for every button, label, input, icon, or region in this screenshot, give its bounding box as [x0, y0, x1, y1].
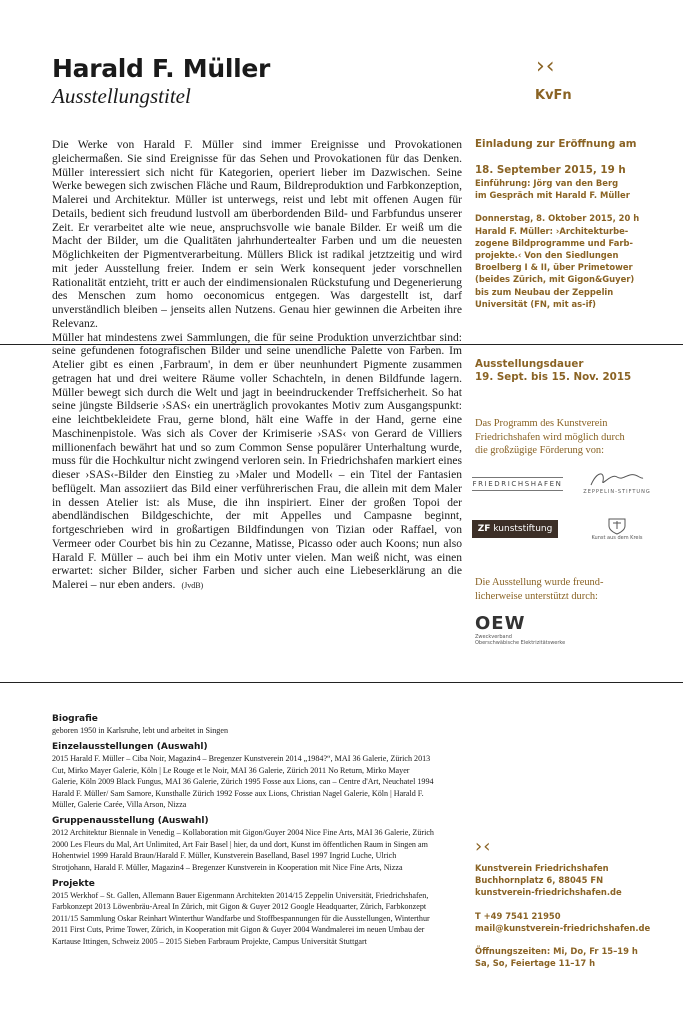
projects-heading: Projekte: [52, 879, 95, 890]
event-line: zogene Bildprogramme und Farb-: [475, 237, 634, 248]
kvfn-logo-text: KvFn: [535, 88, 572, 103]
funding-line: Das Programm des Kunstverein: [475, 418, 608, 429]
exhibition-title: Ausstellungstitel: [52, 84, 191, 108]
event-line: Harald F. Müller: ›Architekturbe-: [475, 225, 629, 236]
divider-upper: [0, 344, 683, 345]
support-line: Die Ausstellung wurde freund-: [475, 577, 604, 588]
projects-text: 2015 Werkhof – St. Gallen, Allemann Bauer Eigenmann Architekten 2014/15 Zeppelin Universität, Friedrichshafen, Farbkonzept 2013 Löwenbräu-Areal In Zürich, mit Gigon & Guyer 2012 Google Headquarter, Zürich, Farbkonzept 2011/15 Sammlung Oskar Reinhart Winterthur Wandfarbe und Stoffbespannungen für die Ausstellungen, Winterthur 2011 First Cuts, Prime Tower, Zürich, in Kooperation mit Gigon & Guyer 2004 Wandmalerei im neuen Umbau der Kartause Ittingen, Schweiz 2005 – 2015 Sieben Farbraum Projekte, Campus Universität Stuttgart: [52, 891, 430, 946]
event-line: projekte.‹ Von den Siedlungen: [475, 250, 619, 261]
contact-phone[interactable]: T +49 7541 21950: [475, 910, 561, 921]
duration-value: 19. Sept. bis 15. Nov. 2015: [475, 371, 632, 383]
opening-date: 18. September 2015, 19 h: [475, 164, 626, 176]
zf-kunststiftung-logo: ZF kunststiftung: [475, 518, 555, 540]
contact-web[interactable]: kunstverein-friedrichshafen.de: [475, 887, 622, 898]
opening-hours-weekend: Sa, So, Feiertage 11–17 h: [475, 958, 596, 969]
contact: [475, 862, 675, 969]
opening-hours: Öffnungszeiten: Mi, Do, Fr 15–19 h: [475, 946, 638, 957]
invite-heading: Einladung zur Eröffnung am: [475, 138, 637, 150]
funding-text: [475, 417, 675, 458]
opening-intro: Einführung: Jörg van den Berg: [475, 178, 619, 188]
event-line: Donnerstag, 8. Oktober 2015, 20 h: [475, 213, 640, 224]
event-line: Universität (FN, mit as-if): [475, 298, 596, 309]
opening-intro-guest: im Gespräch mit Harald F. Müller: [475, 190, 630, 201]
sidebar: [475, 138, 665, 310]
duration-label: Ausstellungsdauer: [475, 358, 584, 370]
paragraph-1: Die Werke von Harald F. Müller sind immer Ereignisse und Provokationen gleichermaßen. Sie sind Ereignisse für das Sehen und Provokationen für das Denken. Müller interessiert sich nicht für Kategorien, operiert lieber im Dazwischen. Seine Werke bewegen sich zwischen Fläche und Raum, Bildreproduktion und Farbkonzeption, Malerei und Architektur. Müller ist unterwegs, reist und lebt mit offenen Augen für Details, bedient sich freudund lustvoll am überbordenden Bild- und Farbfundus unserer Zeit. Er verarbeitet alte wie neue, anspruchsvolle wie banale Bilder. Er weiß um die Macht der Bilder, um die Qualitäten jahrhundertealter Farben und um die neuesten Möglichkeiten der Pigmentverarbeitung. Müllers Blick ist radikal jetztzeitig und wird mit jeder Ausstellung freier. Indem er sein Werk konsequent jeder vorschnellen Rationalität entzieht, tritt er auch der eindimensionalen Rückstufung und Degenerierung des Menschen zum homo oeconomicus entgegen. Was dargestellt ist, darf unverständlich bleiben – jenseits allen Nutzens. Genau hier gewinnen die Arbeiten ihre Relevanz.: [52, 139, 462, 330]
event-line: bis zum Neubau der Zeppelin: [475, 286, 614, 297]
contact-email[interactable]: mail@kunstverein-friedrichshafen.de: [475, 922, 651, 933]
funding-line: Friedrichshafen wird möglich durch: [475, 431, 625, 443]
kvfn-small-logo-icon: ›‹: [475, 836, 492, 857]
main-text: [52, 139, 462, 593]
event-block: [475, 212, 665, 310]
bio-heading: Biografie: [52, 714, 98, 724]
duration-block: [475, 358, 665, 384]
support-line: licherweise unterstützt durch:: [475, 590, 598, 602]
funding-line: die großzügige Förderung von:: [475, 445, 604, 457]
coat-of-arms-icon: [606, 517, 628, 535]
oew-logo: OEW Zweckverband Oberschwäbische Elektrizitätswerke: [475, 613, 566, 646]
event-line: Broelberg I & II, über Primetower: [475, 262, 633, 273]
group-text: 2012 Architektur Biennale in Venedig – Kollaboration mit Gigon/Guyer 2004 Nice Fine Arts, MAI 36 Galerie, Zürich 2000 Les Fleurs du Mal, Art Unlimited, Art Fair Basel | hier, da und dort, Kunst im öffentlichen Raum in Singen am Hohentwiel 1999 Harald Braun/Harald F. Müller, Kunstverein Baselland, Basel 1997 Ingrid Luche, Ulrich Strotjohann, Harald F. Müller, Magazin4 – Bregenzer Kunstverein in Kooperation mit Nice Fine Arts, Nizza: [52, 828, 434, 872]
contact-org: Kunstverein Friedrichshafen: [475, 863, 609, 873]
zeppelin-stiftung-logo: ZEPPELIN-STIFTUNG: [572, 466, 662, 498]
bio-text: geboren 1950 in Karlsruhe, lebt und arbeitet in Singen: [52, 726, 228, 735]
group-heading: Gruppenausstellung (Auswahl): [52, 816, 209, 827]
signature-logo-icon: [587, 469, 647, 489]
event-line: (beides Zürich, mit Gigon&Guyer): [475, 274, 635, 285]
friedrichshafen-logo: FRIEDRICHSHAFEN: [475, 474, 560, 494]
paragraph-2: Müller hat mindestens zwei Sammlungen, die für seine Produktion unverzichtbar sind: seine gefundenen fotografischen Bilder und seine unendliche Palette von Farben. Im Atelier gibt es einen ‚Farbraum', in dem er über neunhundert Pigmente zusammen getragen hat und drei weitere Räume voller Schachteln, in denen Bildfunde lagern. Müller bewegt sich durch die Welt und jagt in beeindruckender Treffsicherheit. So hat seine jüngste Bildserie ›SAS‹ ein unerträglich provokantes Motiv zum Ausgangspunkt: eine leichtbekleidete Frau, gerne blond, hält eine Waffe in der Hand, gerne eine Maschinenpistole. Was sich als Cover der Krimiserie ›SAS‹ von Gerard de Villiers millionenfach bewährt hat und so zum Common Sense populärer Unterhaltung wurde, muss für die Hochkultur nicht zwingend verloren sein. In Friedrichshafen markiert eines dieser ›SAS‹-Bilder den Einstieg zu ›Maler und Modell‹ – ein Titel der Fantasien beflügelt. Man assoziiert das Bild einer verführerischen Frau, die allein mit dem Maler in dessen Atelier ist: als Muse, die ihn inspiriert. Einer der großen Topoi der abendländischen Bildgeschichte, der mit Appelles und Campasne beginnt, fortgeschrieben wird in großartigen Bildfindungen von Tizian oder Raffael, von Vermeer oder Courbet bis hin zu Cezanne, Matisse, Picasso oder auch Koons; nun also Harald F. Müller – auch bei ihm ein Motiv unter vielen. Man weiß nicht, was einen erwartet: sicher Bilder, sicher Farben und sicher auch eine Liebeserklärung an die Malerei – nur eben anders. (JvdB): [52, 331, 462, 591]
solo-text: 2015 Harald F. Müller – Ciba Noir, Magazin4 – Bregenzer Kunstverein 2014 „1984?“, MAI 36 Galerie, Zürich 2013 Cut, Mirko Mayer Galerie, Köln | Le Rouge et le Noir, MAI 36 Galerie, Zürich 2011 No Return, Mirko Mayer Galerie, Köln 2009 Black Fungus, MAI 36 Galerie, Zürich 1995 Fosse aux Lions, can – Centre d'Art, Neuchatel 1994 Harald F. Müller/ Sam Samore, Kunsthalle Zürich 1992 Fosse aux Lions, Christian Nagel Galerie, Köln | Harald F. Müller, Galerie Carée, Villa Arson, Nizza: [52, 754, 434, 810]
kvfn-logo-icon: ›‹: [536, 54, 556, 79]
contact-address: Buchhornplatz 6, 88045 FN: [475, 875, 604, 886]
biography: [52, 713, 435, 952]
kreis-logo: Kunst aus dem Kreis: [582, 514, 652, 544]
support-text: [475, 576, 675, 603]
author-signature: (JvdB): [181, 581, 204, 590]
divider-lower: [0, 682, 683, 683]
solo-heading: Einzelausstellungen (Auswahl): [52, 742, 208, 753]
artist-name: Harald F. Müller: [52, 54, 271, 83]
